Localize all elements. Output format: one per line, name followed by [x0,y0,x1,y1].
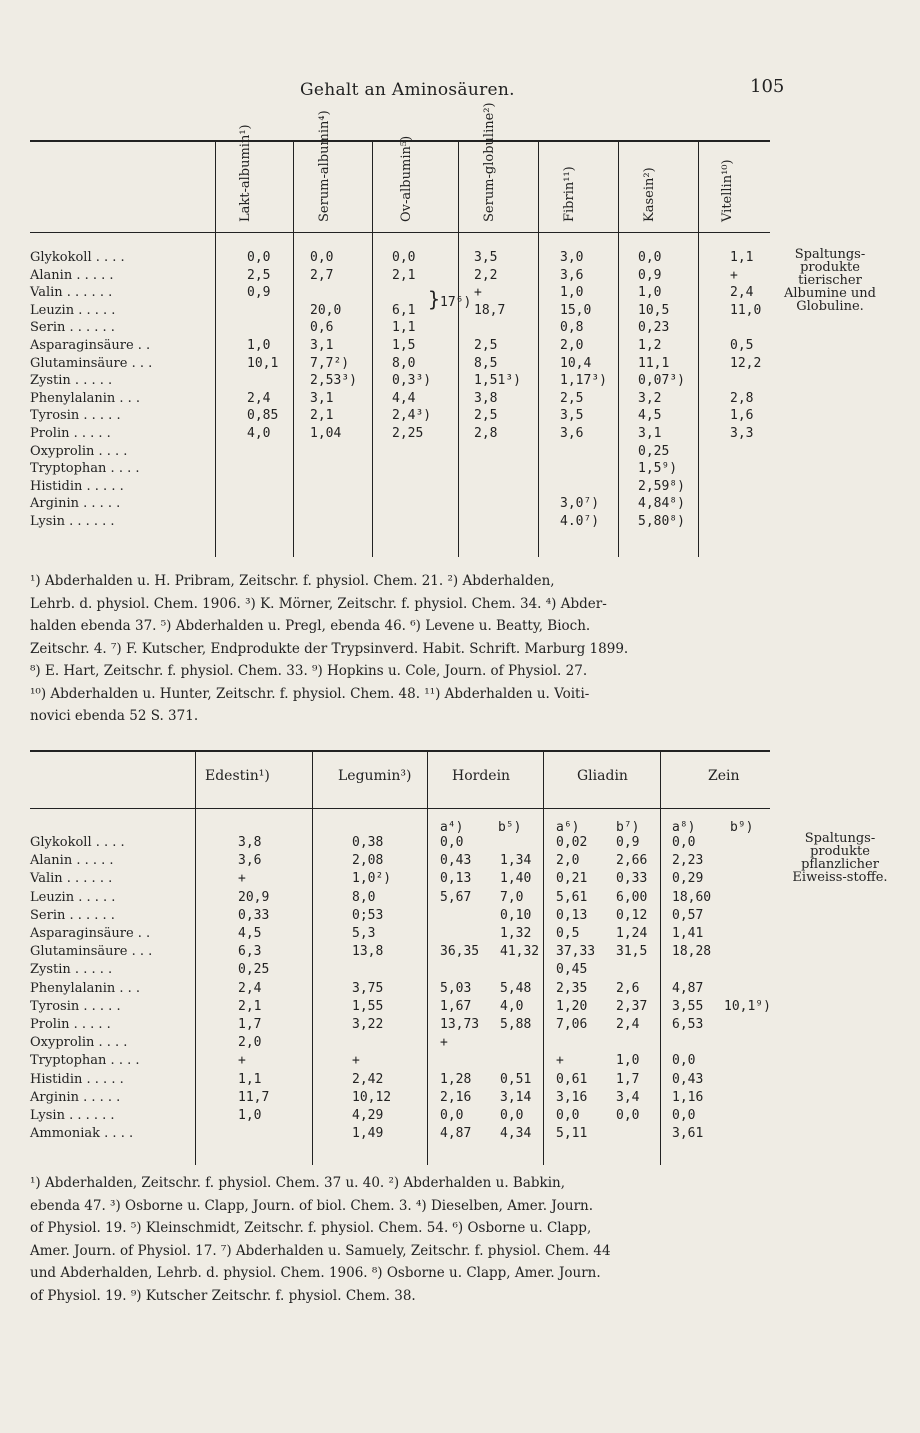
table-2-cell: 1,55 [352,998,384,1014]
table-2-cell: 0,43 [440,853,472,869]
table-2-cell: 8,0 [352,889,376,905]
table-2-cell: 1,40 [500,871,532,887]
table-2-cell: 41,32 [500,944,540,960]
table-1-cell: 0,25 [638,443,670,459]
table-1-row-label: Tryptophan . . . . [30,461,140,477]
table-1-row-label: Alanin . . . . . [30,267,114,283]
table-2-cell: 3,8 [238,835,262,850]
table-1-cell: 2,1 [310,408,334,424]
table-2-cell: 0,33 [238,907,270,923]
table-2-cell: 2,16 [440,1089,472,1105]
table-1-row-label: Prolin . . . . . [30,426,111,441]
table-2-cell: 3,55 [672,998,704,1014]
table-1-cell: 7,7²) [310,355,350,371]
table-2-cell: 0,38 [352,835,384,850]
table-1-col-divider [698,142,699,557]
table-1-cell: 0,23 [638,320,670,336]
table-1-row-label: Zystin . . . . . [30,373,113,389]
table-2-cell: 36,35 [440,944,480,960]
page-number: 105 [750,76,785,97]
table-1-cell: 3,1 [310,390,334,406]
table-1-col-divider [538,142,539,557]
table-1-cell: 1,0 [638,285,662,301]
table-2-cell: 0,57 [672,907,704,923]
table-1-cell: 2,4 [730,285,754,301]
table-2-subheader: a⁶) [556,820,580,835]
table-1-cell: 4.0⁷) [560,514,600,529]
table-1-row-label: Arginin . . . . . [30,496,121,512]
table-1-cell: 2,0 [560,338,584,353]
table-1-cell: 11,0 [730,302,762,318]
table-2-cell: 2,0 [238,1035,262,1051]
table-1-cell: 2,5 [474,338,498,353]
table-2-cell: + [556,1053,564,1069]
footnote-line: Lehrb. d. physiol. Chem. 1906. ³) K. Mörner, Zeitschr. f. physiol. Chem. 34. ⁴) Abder- [30,595,607,612]
table-1-cell: 1,0 [247,338,271,353]
table-2-cell: + [238,871,246,887]
table-1-cell: 2,4³) [392,408,432,424]
table-1-cell: 1,1 [730,250,754,265]
table-1-cell: 1,1 [392,320,416,336]
footnote-line: novici ebenda 52 S. 371. [30,708,199,724]
table-1-row-label: Glutaminsäure . . . [30,355,153,371]
table-1-cell: 2,1 [392,267,416,283]
table-2-cell: 2,37 [616,998,648,1014]
table-2-row-label: Ammoniak . . . . [30,1126,134,1142]
table-1-cell: 3,2 [638,390,662,406]
table-1-cell: 3,6 [560,426,584,441]
footnote-line: Zeitschr. 4. ⁷) F. Kutscher, Endprodukte der Trypsinverd. Habit. Schrift. Marburg 1899. [30,640,629,657]
table-1-cell: 10,5 [638,302,670,318]
table-2-cell: 6,53 [672,1017,704,1032]
table-2-cell: 2,4 [616,1017,640,1032]
table-1-cell: 10,1 [247,355,279,371]
table-1-cell: 10,4 [560,355,592,371]
table-1-col-divider [293,142,294,557]
running-head: Gehalt an Aminosäuren. [300,80,515,100]
table-1-cell: 0,0 [247,250,271,265]
table-1-col-divider [215,142,216,557]
table-2-col-divider [427,752,428,1165]
table-2-cell: 0,5 [556,926,580,941]
table-1-cell: 0,8 [560,320,584,336]
table-2-cell: 2,66 [616,853,648,869]
table-1-brace: } [428,287,441,311]
table-1-cell: 4,4 [392,390,416,406]
table-2-col-header: Edestin¹) [205,768,270,784]
table-1-cell: 3,3 [730,426,754,441]
table-2-cell: 0,10 [500,907,532,923]
table-1-cell: 4,5 [638,408,662,424]
table-1-row-label: Valin . . . . . . [30,285,113,301]
table-2-col-header: Zein [708,768,740,784]
table-2-cell: 0,29 [672,871,704,887]
table-2-row-label: Arginin . . . . . [30,1089,121,1105]
table-1-cell: 0,9 [247,285,271,301]
table-2-cell: 1,1 [238,1071,262,1087]
table-2-subheader: a⁴) [440,820,464,835]
table-2-cell: 3,14 [500,1089,532,1105]
table-2-cell: 0,45 [556,962,588,978]
table-2-cell: 0,0 [500,1108,524,1123]
table-1-row-label: Phenylalanin . . . [30,390,141,406]
table-2-cell: 1,0 [616,1053,640,1069]
table-2-cell: 1,0 [238,1108,262,1123]
table-2-cell: 0,0 [616,1108,640,1123]
table-2-cell: 0,0 [556,1108,580,1123]
table-2-cell: 0,43 [672,1071,704,1087]
table-2-cell: 5,3 [352,926,376,941]
table-1-row-label: Serin . . . . . . [30,320,115,336]
table-2-row-label: Lysin . . . . . . [30,1108,115,1123]
table-1-cell: 11,1 [638,355,670,371]
table-1-col-header: Kasein²) [642,167,657,222]
table-1-cell: 2,2 [474,267,498,283]
table-1-cell: 3,0⁷) [560,496,600,512]
table-2-cell: 18,28 [672,944,712,960]
table-1-cell: 4,84⁸) [638,496,685,512]
table-1-cell: 12,2 [730,355,762,371]
footnote-line: Amer. Journ. of Physiol. 17. ⁷) Abderhalden u. Samuely, Zeitschr. f. physiol. Chem. 44 [30,1242,611,1259]
table-1-cell: 3,6 [560,267,584,283]
table-2-cell: 3,22 [352,1017,384,1032]
table-2-cell: 13,8 [352,944,384,960]
table-1-cell: 1,0 [560,285,584,301]
table-1-col-header: Fibrin¹¹) [562,166,577,222]
table-2-cell: 18,60 [672,889,712,905]
table-1-cell: 1,51³) [474,373,521,389]
table-2-cell: 5,48 [500,980,532,996]
footnote-line: ⁸) E. Hart, Zeitschr. f. physiol. Chem. 33. ⁹) Hopkins u. Cole, Journ. of Physiol. 27. [30,663,588,679]
table-1-cell: 1,5⁹) [638,461,678,477]
table-1-cell: 1,6 [730,408,754,424]
table-2-row-label: Phenylalanin . . . [30,980,141,996]
table-1-cell: 2,25 [392,426,424,441]
table-1-col-divider [618,142,619,557]
table-2-row-label: Histidin . . . . . [30,1071,124,1087]
table-1-col-header: Ov-albumin⁵) [399,135,414,222]
table-1-col-divider [458,142,459,557]
table-2-header-rule [30,808,770,809]
table-2-col-divider [660,752,661,1165]
table-2-cell: 1,24 [616,926,648,941]
table-1-cell: 8,5 [474,355,498,371]
table-2-cell: 5,11 [556,1126,588,1142]
table-2-cell: 2,4 [238,980,262,996]
table-1-cell: 1,17³) [560,373,607,389]
table-1-cell: 1,2 [638,338,662,353]
table-1-col-divider [372,142,373,557]
table-2-cell: 4,87 [440,1126,472,1142]
table-2-cell: 2,35 [556,980,588,996]
footnote-line: ¹) Abderhalden, Zeitschr. f. physiol. Chem. 37 u. 40. ²) Abderhalden u. Babkin, [30,1175,565,1191]
table-1-cell: 3,0 [560,250,584,265]
table-2-row-label: Prolin . . . . . [30,1017,111,1032]
table-2-cell: 0,0 [672,835,696,850]
table-1-row-label: Leuzin . . . . . [30,302,116,318]
table-2-cell: 5,67 [440,889,472,905]
table-2-cell: 5,03 [440,980,472,996]
table-1-cell: 4,0 [247,426,271,441]
table-1-row-label: Tyrosin . . . . . [30,408,121,424]
table-2-cell: 6,3 [238,944,262,960]
table-2-cell: 0,0 [672,1053,696,1069]
table-2-subheader: b⁹) [730,820,754,835]
table-2-cell: 0,25 [238,962,270,978]
table-2-cell: 2,23 [672,853,704,869]
table-1-row-label: Lysin . . . . . . [30,514,115,529]
table-2-cell: 0,13 [556,907,588,923]
table-1-cell: 0,0 [310,250,334,265]
table-1-cell: 0,07³) [638,373,685,389]
table-1-cell: 18,7 [474,302,506,318]
table-2-row-label: Alanin . . . . . [30,853,114,869]
footnote-line: ebenda 47. ³) Osborne u. Clapp, Journ. of biol. Chem. 3. ⁴) Dieselben, Amer. Journ. [30,1197,594,1214]
table-2-cell: 2,0 [556,853,580,869]
footnote-line: ¹) Abderhalden u. H. Pribram, Zeitschr. f. physiol. Chem. 21. ²) Abderhalden, [30,573,555,589]
table-1-cell: 0,85 [247,408,279,424]
table-2-row-label: Oxyprolin . . . . [30,1035,128,1051]
table-2-cell: + [352,1053,360,1069]
footnote-line: halden ebenda 37. ⁵) Abderhalden u. Pregl, ebenda 46. ⁶) Levene u. Beatty, Bioch. [30,618,591,634]
table-1-row-label: Oxyprolin . . . . [30,443,128,459]
table-1-cell: 5,80⁸) [638,514,685,529]
table-1-cell: 3,8 [474,390,498,406]
table-2-cell: 37,33 [556,944,596,960]
table-1-cell: 1,5 [392,338,416,353]
table-1-col-header: Serum-globuline²) [482,102,497,222]
table-2-cell: 3,75 [352,980,384,996]
table-2-cell: 4,87 [672,980,704,996]
table-2-cell: 1,49 [352,1126,384,1142]
table-1-cell: + [730,267,738,283]
table-1-cell: 2,5 [474,408,498,424]
table-2-cell: 31,5 [616,944,648,960]
table-2-cell: 0,12 [616,907,648,923]
table-2-cell: 13,73 [440,1017,480,1032]
table-2-cell: 5,61 [556,889,588,905]
table-2-cell: 0,0 [440,1108,464,1123]
table-1-col-header: Serum-albumin⁴) [317,110,332,222]
table-2-cell: 11,7 [238,1089,270,1105]
table-2-row-label: Leuzin . . . . . [30,889,116,905]
table-1-cell: 2,59⁸) [638,478,685,494]
table-2-cell: 0,9 [616,835,640,850]
table-2-cell: 2,08 [352,853,384,869]
table-2-cell: 4,5 [238,926,262,941]
table-2-cell: 7,06 [556,1017,588,1032]
footnote-line: und Abderhalden, Lehrb. d. physiol. Chem. 1906. ⁸) Osborne u. Clapp, Amer. Journ. [30,1265,601,1281]
table-2-cell: 0,33 [616,871,648,887]
table-2-col-divider [312,752,313,1165]
table-2-cell: 2,42 [352,1071,384,1087]
table-1-brace-value: 17⁶) [440,295,472,310]
table-1-cell: 0,6 [310,320,334,336]
table-1-cell: 2,53³) [310,373,357,389]
table-2-cell: 1,7 [616,1071,640,1087]
footnote-line: ¹⁰) Abderhalden u. Hunter, Zeitschr. f. physiol. Chem. 48. ¹¹) Abderhalden u. Voiti- [30,685,590,702]
table-1-cell: 2,4 [247,390,271,406]
table-1-cell: 0,9 [638,267,662,283]
table-2-side-note: Spaltungs-produkte pflanzlicher Eiweiss-stoffe. [792,831,888,885]
table-2-row-label: Asparaginsäure . . [30,926,151,941]
table-2-cell: 1,16 [672,1089,704,1105]
table-1-cell: 2,8 [730,390,754,406]
table-1-cell: 2,5 [247,267,271,283]
table-1-cell: 20,0 [310,302,342,318]
table-2-cell: 4,29 [352,1108,384,1123]
table-2-cell: 2,6 [616,980,640,996]
table-2-cell: 7,0 [500,889,524,905]
table-2-cell: 3,4 [616,1089,640,1105]
table-2-cell: 0,21 [556,871,588,887]
table-2-cell: 20,9 [238,889,270,905]
table-1-cell: + [474,285,482,301]
table-2-row-label: Valin . . . . . . [30,871,113,887]
table-2-cell: 1,34 [500,853,532,869]
table-1-row-label: Glykokoll . . . . [30,250,125,265]
table-1-cell: 0,3³) [392,373,432,389]
table-2-cell: 3,6 [238,853,262,869]
table-2-cell: 1,32 [500,926,532,941]
table-2-cell: 1,41 [672,926,704,941]
table-1-side-note: Spaltungs-produkte tierischer Albumine und Globuline. [784,247,876,314]
table-1-cell: 6,1 [392,302,416,318]
table-2-subheader: a⁸) [672,820,696,835]
table-1-cell: 2,8 [474,426,498,441]
table-1-row-label: Asparaginsäure . . [30,338,151,353]
table-1-col-header: Lakt-albumin¹) [238,124,253,222]
table-2-cell: 2,1 [238,998,262,1014]
table-2-row-label: Zystin . . . . . [30,962,113,978]
table-1-cell: 3,1 [310,338,334,353]
table-2-subheader: b⁵) [498,820,522,835]
table-2-cell: 10,12 [352,1089,392,1105]
table-2-cell: 1,7 [238,1017,262,1032]
table-2-cell: 3,16 [556,1089,588,1105]
footnote-line: of Physiol. 19. ⁹) Kutscher Zeitschr. f. physiol. Chem. 38. [30,1287,416,1304]
table-1-col-header: Vitellin¹⁰) [720,159,735,222]
table-1-cell: 0,0 [392,250,416,265]
table-1-cell: 3,5 [474,250,498,265]
table-1-cell: 0,0 [638,250,662,265]
footnote-line: of Physiol. 19. ⁵) Kleinschmidt, Zeitschr. f. physiol. Chem. 54. ⁶) Osborne u. Clapp, [30,1220,592,1236]
table-2-col-divider [195,752,196,1165]
table-1-cell: 3,1 [638,426,662,441]
table-2-cell: 0,13 [440,871,472,887]
table-1-cell: 8,0 [392,355,416,371]
table-2-col-header: Legumin³) [338,768,412,784]
table-2-cell: 0,0 [672,1108,696,1123]
table-2-cell: 0,61 [556,1071,588,1087]
table-2-row-label: Tyrosin . . . . . [30,998,121,1014]
table-2-col-header: Hordein [452,768,511,784]
table-2-cell: 1,28 [440,1071,472,1087]
table-2-cell: 0;53 [352,907,384,923]
table-2-cell: 5,88 [500,1017,532,1032]
table-2-col-divider [543,752,544,1165]
table-1-cell: 0,5 [730,338,754,353]
table-2-row-label: Glykokoll . . . . [30,835,125,850]
table-2-row-label: Glutaminsäure . . . [30,944,153,960]
table-1-cell: 2,5 [560,390,584,406]
table-2-cell: 0,51 [500,1071,532,1087]
table-2-cell: 1,20 [556,998,588,1014]
table-1-header-rule [30,232,770,233]
table-1-cell: 2,7 [310,267,334,283]
table-1-cell: 3,5 [560,408,584,424]
table-2-col-header: Gliadin [577,768,628,784]
table-2-subheader: b⁷) [616,820,640,835]
table-2-cell: + [440,1035,448,1051]
table-2-cell: 0,0 [440,835,464,850]
table-1-row-label: Histidin . . . . . [30,478,124,494]
table-2-cell: 0,02 [556,835,588,850]
table-1-cell: 1,04 [310,426,342,441]
table-2-cell: 10,1⁹) [724,998,771,1014]
table-2-row-label: Serin . . . . . . [30,907,115,923]
table-2-cell: 3,61 [672,1126,704,1142]
table-2-cell: 6,00 [616,889,648,905]
table-2-cell: 4,0 [500,998,524,1014]
table-2-cell: 1,0²) [352,871,392,887]
table-2-cell: 1,67 [440,998,472,1014]
table-1-cell: 15,0 [560,302,592,318]
table-2-top-rule [30,750,770,752]
table-2-row-label: Tryptophan . . . . [30,1053,140,1069]
table-2-cell: + [238,1053,246,1069]
table-2-cell: 4,34 [500,1126,532,1142]
